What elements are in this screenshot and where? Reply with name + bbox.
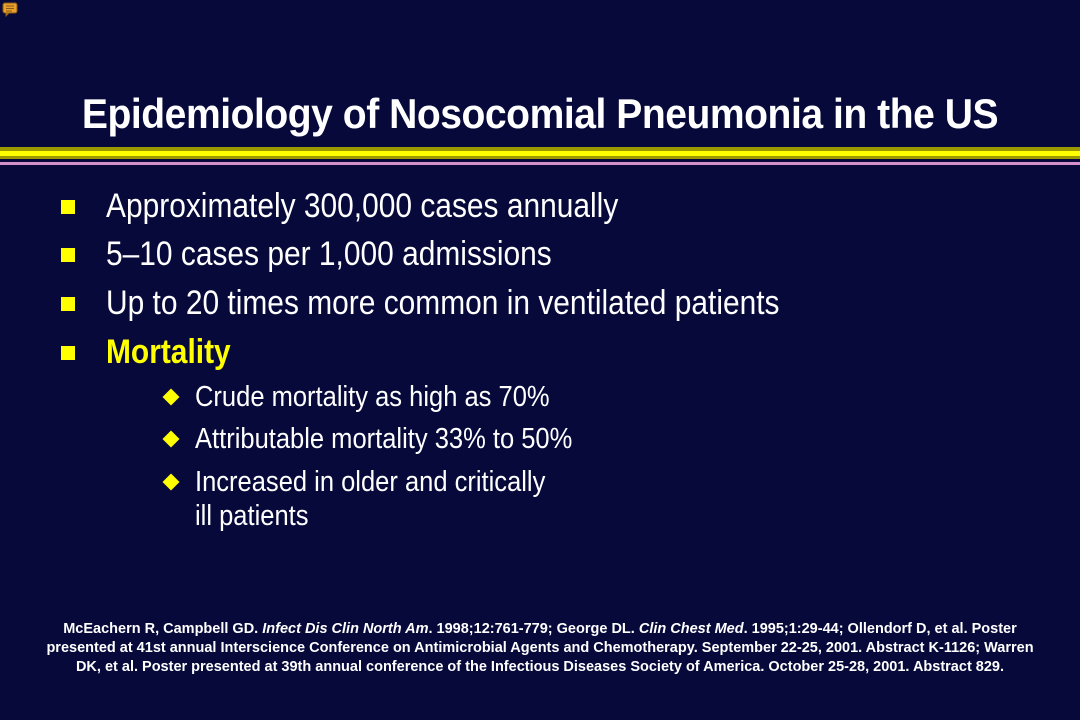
title-rule-olive-lower: [0, 156, 1080, 159]
footnote-part: McEachern R, Campbell GD.: [63, 621, 263, 637]
bullet-text-mortality: Mortality: [106, 333, 231, 371]
square-bullet-icon: [61, 200, 75, 214]
footnote-journal: Clin Chest Med: [638, 621, 744, 637]
sub-bullet-text-line2: ill patients: [195, 500, 309, 532]
bullet-text: Up to 20 times more common in ventilated patients: [106, 284, 780, 322]
diamond-bullet-icon: [163, 474, 180, 491]
sub-bullet-item: [0, 465, 1080, 535]
bullet-text: Approximately 300,000 cases annually: [106, 187, 619, 225]
diamond-bullet-icon: [163, 389, 180, 406]
title-rule-pink: [0, 162, 1080, 165]
bullet-text: 5–10 cases per 1,000 admissions: [106, 235, 552, 273]
sub-bullet-text: Crude mortality as high as 70%: [195, 381, 550, 413]
sub-bullet-item: [0, 422, 1080, 456]
square-bullet-icon: [61, 248, 75, 262]
bullet-item: [0, 182, 1080, 230]
square-bullet-icon: [61, 297, 75, 311]
sub-bullet-text-line1: Increased in older and critically: [195, 466, 546, 498]
comment-icon[interactable]: [2, 2, 18, 17]
square-bullet-icon: [61, 346, 75, 360]
slide-title: Epidemiology of Nosocomial Pneumonia in the US: [81, 90, 999, 137]
footnote-part: . 1998;12:761-779; George DL.: [428, 621, 639, 637]
bullet-item: [0, 230, 1080, 278]
footnote-journal: Infect Dis Clin North Am: [262, 621, 429, 637]
sub-bullet-text: Attributable mortality 33% to 50%: [195, 423, 573, 455]
references-footnote: [40, 620, 1040, 677]
bullet-item-mortality: [0, 328, 1080, 376]
diamond-bullet-icon: [163, 431, 180, 448]
footnote-part: . 1995;1:29-44; Ollendorf D, et al. Poster presented at 41st annual Interscience Conference on Antimicrobial Agents and Chemotherapy. September 22-25, 2001. Abstract K-1126; Warren DK, et al. Poster presented at 39th annual conference of the Infectious Diseases Society of America. October 25-28, 2001. Abstract 829.: [46, 621, 1034, 675]
sub-bullet-item: [0, 380, 1080, 414]
bullet-item: [0, 279, 1080, 327]
